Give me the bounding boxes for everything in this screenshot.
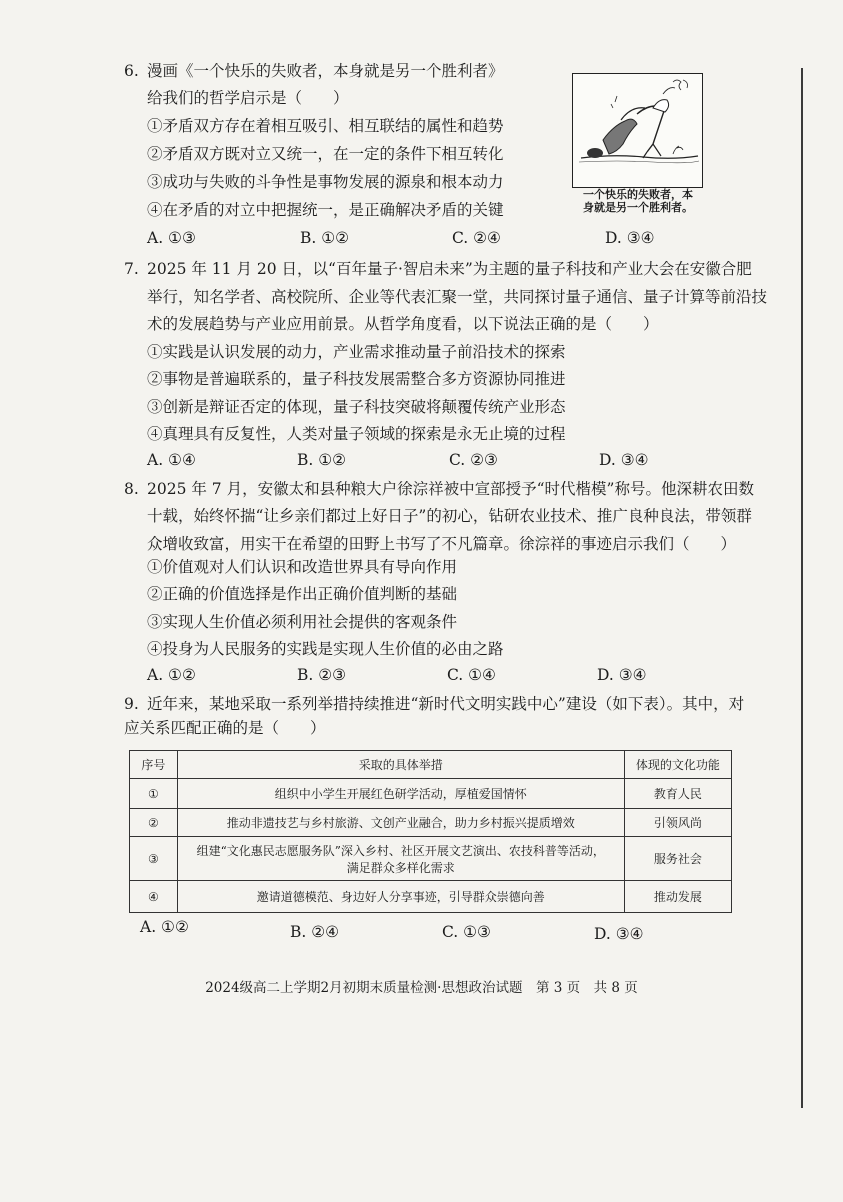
page-footer: 2024级高二上学期2月初期末质量检测·思想政治试题 第 3 页 共 8 页: [205, 980, 638, 996]
statement-item: ①实践是认识发展的动力，产业需求推动量子前沿技术的探索: [147, 343, 566, 361]
statement-item: ④真理具有反复性，人类对量子领域的探索是永无止境的过程: [147, 425, 566, 443]
option-a[interactable]: A. ①②: [140, 918, 189, 936]
question-number: 7.: [124, 260, 139, 278]
question-number: 8.: [124, 480, 139, 498]
statement-item: ④在矛盾的对立中把握统一，是正确解决矛盾的关键: [147, 201, 504, 219]
row-num: ①: [130, 779, 178, 809]
option-a[interactable]: A. ①④: [147, 451, 196, 469]
header-function: 体现的文化功能: [624, 751, 731, 779]
option-d[interactable]: D. ③④: [599, 451, 649, 469]
header-measure: 采取的具体举措: [177, 751, 624, 779]
question-stem: 给我们的哲学启示是（ ）: [147, 89, 349, 107]
option-d[interactable]: D. ③④: [594, 925, 644, 943]
option-c[interactable]: C. ①③: [442, 923, 491, 941]
question-stem: 2025 年 11 月 20 日，以“百年量子·智启未来”为主题的量子科技和产业大会在安徽合肥: [147, 260, 752, 278]
statement-item: ③实现人生价值必须利用社会提供的客观条件: [147, 613, 458, 631]
row-measure: 推动非遗技艺与乡村旅游、文创产业融合，助力乡村振兴提质增效: [177, 809, 624, 837]
question-stem: 众增收致富，用实干在希望的田野上书写了不凡篇章。徐淙祥的事迹启示我们（ ）: [147, 535, 737, 553]
table-header-row: [130, 751, 732, 779]
row-num: ③: [130, 837, 178, 881]
cartoon-drawing: [573, 74, 702, 187]
question-stem: 术的发展趋势与产业应用前景。从哲学角度看，以下说法正确的是（ ）: [147, 315, 659, 333]
measures-table: [129, 750, 732, 913]
row-measure: 组织中小学生开展红色研学活动，厚植爱国情怀: [177, 779, 624, 809]
row-function: 教育人民: [624, 779, 731, 809]
row-num: ④: [130, 881, 178, 913]
row-function: 引领风尚: [624, 809, 731, 837]
option-c[interactable]: C. ②③: [449, 451, 498, 469]
table-row: [130, 809, 732, 837]
row-function: 服务社会: [624, 837, 731, 881]
question-stem: 近年来，某地采取一系列举措持续推进“新时代文明实践中心”建设（如下表）。其中，对: [147, 695, 745, 713]
option-b[interactable]: B. ①②: [297, 451, 347, 469]
caption-line: 一个快乐的失败者，本: [583, 188, 693, 201]
row-function: 推动发展: [624, 881, 731, 913]
question-stem: 十载，始终怀揣“让乡亲们都过上好日子”的初心，钻研农业技术、推广良种良法，带领群: [147, 507, 752, 525]
cartoon-caption: [572, 188, 704, 214]
statement-item: ①矛盾双方存在着相互吸引、相互联结的属性和趋势: [147, 117, 504, 135]
table-row: [130, 779, 732, 809]
table-row: [130, 881, 732, 913]
row-num: ②: [130, 809, 178, 837]
row-measure-line: 组建“文化惠民志愿服务队”深入乡村、社区开展文艺演出、农技科普等活动，: [196, 843, 605, 858]
option-b[interactable]: B. ②③: [297, 666, 347, 684]
statement-item: ②正确的价值选择是作出正确价值判断的基础: [147, 585, 458, 603]
margin-rule: [801, 68, 803, 1108]
option-b[interactable]: B. ①②: [300, 229, 350, 247]
row-measure: [177, 837, 624, 881]
statement-item: ②矛盾双方既对立又统一，在一定的条件下相互转化: [147, 145, 504, 163]
header-num: 序号: [130, 751, 178, 779]
option-c[interactable]: C. ②④: [452, 229, 501, 247]
row-measure: 邀请道德模范、身边好人分享事迹，引导群众崇德向善: [177, 881, 624, 913]
statement-item: ③成功与失败的斗争性是事物发展的源泉和根本动力: [147, 173, 504, 191]
option-d[interactable]: D. ③④: [605, 229, 655, 247]
table-row: [130, 837, 732, 881]
option-a[interactable]: A. ①②: [147, 666, 196, 684]
statement-item: ②事物是普遍联系的，量子科技发展需整合多方资源协同推进: [147, 370, 566, 388]
option-b[interactable]: B. ②④: [290, 923, 340, 941]
cartoon-image: [572, 73, 703, 188]
row-measure-line: 满足群众多样化需求: [346, 860, 455, 875]
statement-item: ④投身为人民服务的实践是实现人生价值的必由之路: [147, 640, 504, 658]
caption-line: 身就是另一个胜利者。: [583, 201, 693, 214]
option-c[interactable]: C. ①④: [447, 666, 496, 684]
question-stem: 举行，知名学者、高校院所、企业等代表汇聚一堂，共同探讨量子通信、量子计算等前沿技: [147, 288, 768, 306]
statement-item: ③创新是辩证否定的体现，量子科技突破将颠覆传统产业形态: [147, 398, 566, 416]
question-stem: 漫画《一个快乐的失败者，本身就是另一个胜利者》: [147, 62, 504, 80]
question-stem: 2025 年 7 月，安徽太和县种粮大户徐淙祥被中宣部授予“时代楷模”称号。他深耕农田数: [147, 480, 754, 498]
question-number: 9.: [124, 695, 139, 713]
option-d[interactable]: D. ③④: [597, 666, 647, 684]
question-number: 6.: [124, 62, 139, 80]
option-a[interactable]: A. ①③: [147, 229, 196, 247]
question-stem: 应关系匹配正确的是（ ）: [124, 719, 326, 737]
statement-item: ①价值观对人们认识和改造世界具有导向作用: [147, 558, 458, 576]
